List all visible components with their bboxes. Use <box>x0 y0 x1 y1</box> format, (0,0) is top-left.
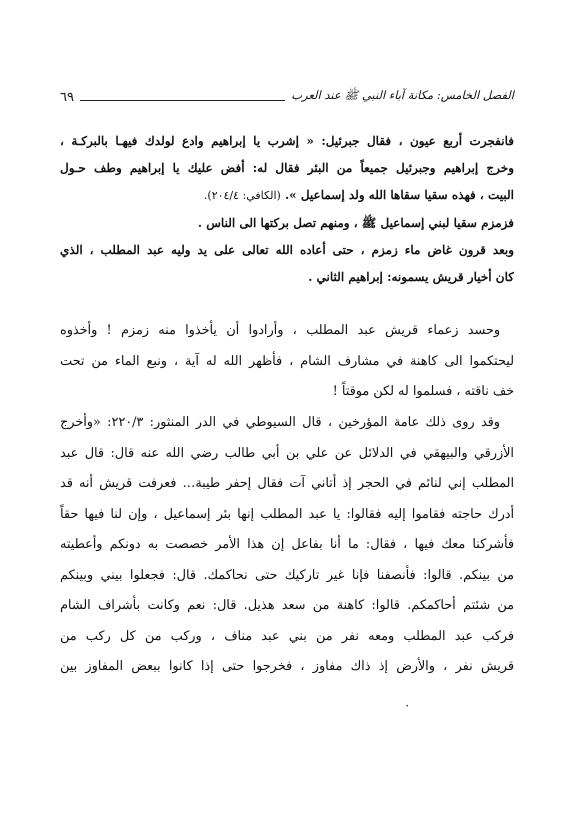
text-line: فانفجرت أربع عيون ، فقال جبرئيل: « إشرب يا إبراهيم وادع لولدك فيهـا بالبركـة ، <box>60 134 514 148</box>
text-line <box>60 182 514 209</box>
text-line: قريش نفر ، والأرض إذ ذاك مفاوز ، فخرجوا حتى إذا كانوا ببعض المفاوز بين <box>60 659 514 674</box>
bold-paragraph-2 <box>60 210 514 291</box>
text-line: ليحتكموا الى كاهنة في مشارف الشام ، فأظهر الله له آية ، ونبع الماء من تحت <box>60 353 514 369</box>
citation: (الكافي: ٢٠٤/٤). <box>203 189 281 202</box>
text-line: فأشركنا معك فيها ، فقال: ما أنا بفاعل إن هذا الأمر خصصت به دونكم وأعطيته <box>60 537 514 552</box>
text-line: أدرك حاجته فقاموا إليه فقالوا: يا عبد المطلب إنها بئر إسماعيل ، وإن لنا فيها حقاً <box>60 506 514 522</box>
chapter-title: الفصل الخامس: مكانة آباء النبي ﷺ عند العرب <box>291 88 514 102</box>
header-rule <box>80 100 285 101</box>
running-header <box>60 88 514 105</box>
text-line: فركب عبد المطلب ومعه نفر من بني عبد مناف ، وركب من كل ركب من <box>60 628 514 644</box>
text-line: وخرج إبراهيم وجبرئيل جميعاً من البئر فقال له: أفض عليك يا إبراهيم وطف حـول <box>60 161 514 175</box>
bold-paragraph-1 <box>60 128 514 209</box>
text-line: وبعد قرون غاض ماء زمزم ، حتى أعاده الله تعالى على يد وليه عبد المطلب ، الذي <box>60 243 514 257</box>
text-line: الأزرقي والبيهقي في الدلائل عن علي بن أبي طالب رضي الله عنه قال: قال عبد <box>60 445 514 461</box>
text-line: من بينكم. قالوا: فأنصفنا فإنا غير تاركيك حتى نحاكمك. قال: فجعلوا بيني وبينكم <box>60 567 514 583</box>
text-line: فزمزم سقيا لبني إسماعيل ﷺ ، ومنهم تصل بركتها الى الناس . <box>197 216 514 230</box>
body-paragraph-1 <box>60 316 514 408</box>
text-line: كان أخيار قريش يسمونه: إبراهيم الثاني . <box>308 270 514 284</box>
text-line: خف ناقته ، فسلموا له لكن موقتاً ! <box>332 384 514 399</box>
text-line: من شئتم أحاكمكم. قالوا: كاهنة من سعد هذيل. قال: نعم وكانت بأشراف الشام <box>60 598 514 613</box>
text-line: وقد روى ذلك عامة المؤرخين ، قال السيوطي في الدر المنثور: ٢٢٠/٣: «وأخرج <box>60 415 500 430</box>
text-line: وحسد زعماء قريش عبد المطلب ، وأرادوا أن يأخذوا منه زمزم ! وأخذوه <box>60 323 500 338</box>
body-paragraph-2 <box>60 408 514 683</box>
text-segment: البيت ، فهذه سقيا سقاها الله ولد إسماعيل ». <box>280 188 514 202</box>
text-line: المطلب إني لنائم في الحجر إذ أتاني آت فقال إحفر طيبة… فعرفت قريش أنه قد <box>60 476 514 491</box>
page-number: ٦٩ <box>60 90 74 105</box>
footer-mark: ٠ <box>404 698 411 712</box>
